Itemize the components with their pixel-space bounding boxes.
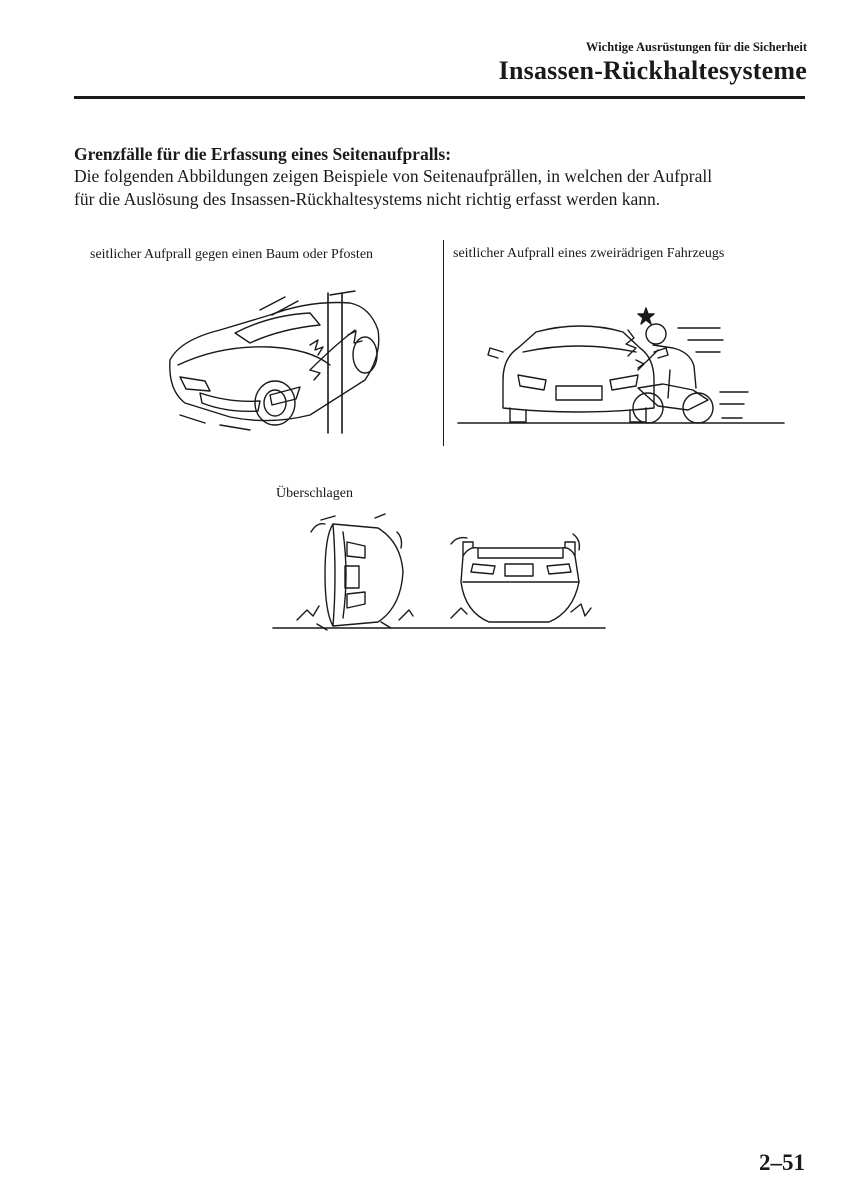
section-header: Wichtige Ausrüstungen für die Sicherheit: [585, 40, 807, 54]
body-text-line-1: Die folgenden Abbildungen zeigen Beispiele von Seitenaufprällen, in welchen der Aufprall: [74, 166, 713, 186]
figure-divider: [443, 240, 444, 446]
page-number: 2–51: [759, 1150, 805, 1175]
figure-caption-motorcycle: seitlicher Aufprall eines zweirädrigen Fahrzeugs: [453, 246, 725, 261]
page-title: Insassen-Rückhaltesysteme: [498, 56, 807, 85]
car-pole-collision-illustration: [160, 285, 390, 435]
body-text-line-2: für die Auslösung des Insassen-Rückhaltesystems nicht richtig erfasst werden kann.: [74, 189, 661, 209]
figure-caption-rollover: Überschlagen: [276, 486, 353, 501]
title-rule: [74, 96, 805, 99]
subheading: Grenzfälle für die Erfassung eines Seitenaufpralls:: [74, 144, 452, 164]
figure-caption-pole: seitlicher Aufprall gegen einen Baum oder Pfosten: [90, 247, 374, 262]
rollover-illustration: [273, 512, 613, 634]
car-motorcycle-collision-illustration: [458, 300, 788, 430]
